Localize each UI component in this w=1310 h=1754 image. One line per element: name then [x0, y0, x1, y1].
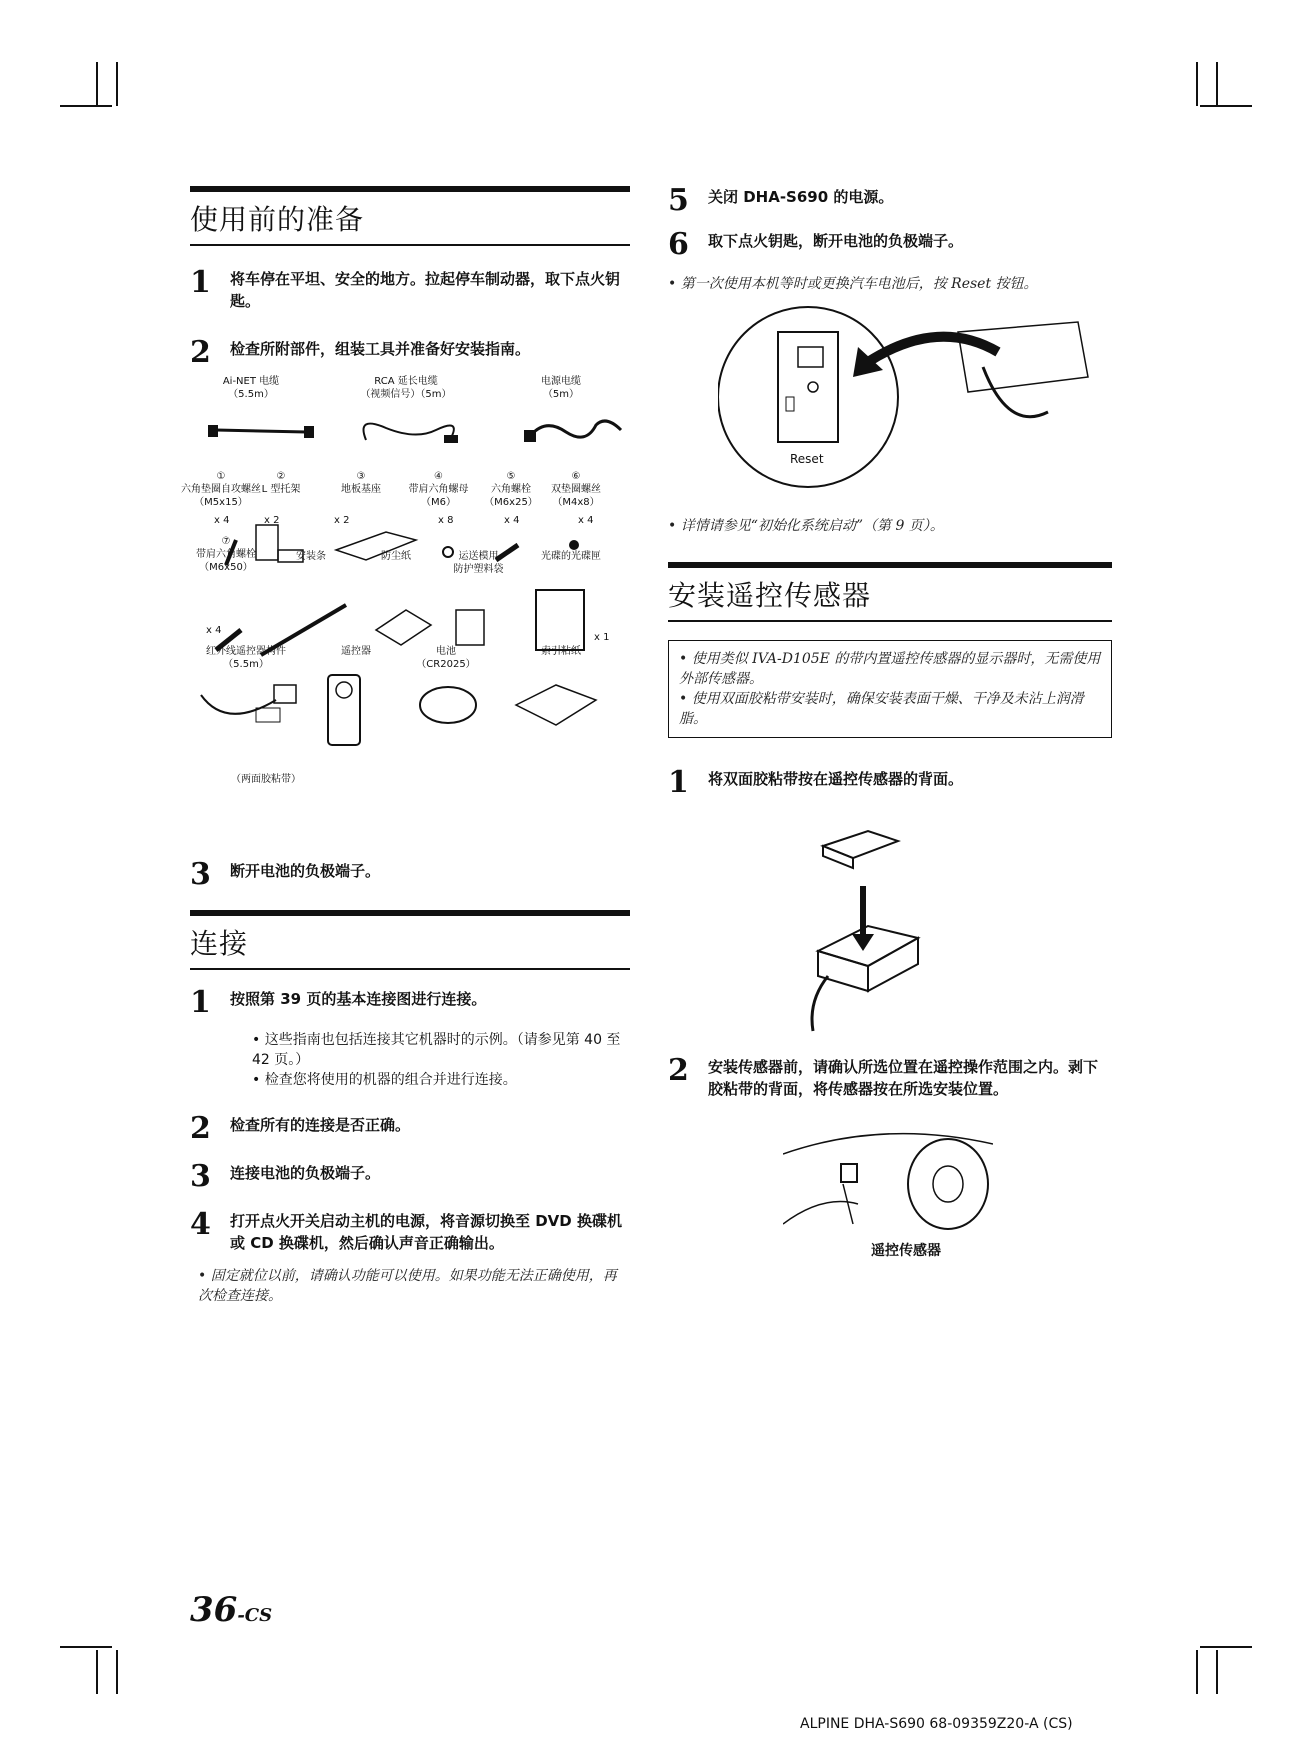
crop-mark [96, 62, 98, 106]
bullet: • 使用类似 IVA-D105E 的带内置遥控传感器的显示器时，无需使用外部传感器。 [679, 651, 1101, 687]
part-label: 红外线遥控器构件 （5.5m） [206, 646, 286, 670]
crop-mark [1200, 105, 1252, 107]
part-label: 安装条 [296, 551, 326, 562]
qty-label: x 4 [206, 625, 222, 636]
sensor-notes-box [668, 640, 1112, 738]
parts-figure [181, 370, 636, 840]
step-text: 检查所有的连接是否正确。 [230, 1116, 411, 1134]
step-text: 将双面胶粘带按在遥控传感器的背面。 [708, 770, 964, 788]
conn-step-2 [190, 1111, 630, 1146]
step-number: 5 [668, 183, 689, 218]
sensor-step-2 [668, 1053, 1112, 1100]
step-text: 按照第 39 页的基本连接图进行连接。 [230, 990, 487, 1008]
qty-label: x 1 [594, 632, 610, 643]
step-text: 断开电池的负极端子。 [230, 862, 381, 880]
conn-step-1 [190, 985, 630, 1020]
step-text: 取下点火钥匙，断开电池的负极端子。 [708, 232, 964, 250]
part-label: ④ 带肩六角螺母 （M6） [408, 471, 469, 508]
remote-kit-drawing [186, 670, 636, 785]
section-title-connection: 连接 [190, 910, 630, 970]
left-column-lower [190, 857, 630, 1306]
step-number: 1 [668, 765, 689, 800]
crop-mark [1196, 62, 1198, 106]
step-number: 6 [668, 227, 689, 262]
conn-bullets [252, 1030, 630, 1090]
reset-label: Reset [790, 452, 824, 466]
step-text: 安装传感器前，请确认所选位置在遥控操作范围之内。剥下胶粘带的背面，将传感器按在所选安装位置。 [708, 1058, 1099, 1098]
qty-label: x 4 [214, 515, 230, 526]
step-text: 检查所附部件，组装工具并准备好安装指南。 [230, 340, 531, 358]
prep-step-1 [190, 265, 630, 312]
sensor-step-1 [668, 765, 1112, 800]
qty-label: x 4 [578, 515, 594, 526]
step-6 [668, 227, 1112, 262]
crop-mark [60, 105, 112, 107]
crop-mark [1196, 1650, 1198, 1694]
remote-kit-note: （两面胶粘带） [231, 774, 301, 785]
step-number: 3 [190, 1159, 211, 1194]
reset-figure [718, 302, 1118, 502]
bullet: • 这些指南也包括连接其它机器时的示例。（请参见第 40 至 42 页。） [252, 1032, 621, 1068]
prep-step-2 [190, 335, 630, 370]
qty-label: x 2 [334, 515, 350, 526]
init-note: • 详情请参见“初始化系统启动”（第 9 页）。 [668, 518, 944, 534]
crop-mark [116, 62, 118, 106]
part-label: ⑥ 双垫圈螺丝 （M4x8） [551, 471, 601, 508]
crop-mark [1216, 62, 1218, 106]
part-label: 光碟的光碟匣 [541, 551, 601, 562]
part-label: ② L 型托架 [261, 471, 301, 495]
crop-mark [1200, 1646, 1252, 1648]
section-title-prep: 使用前的准备 [190, 186, 630, 246]
sensor-label: 遥控传感器 [871, 1243, 941, 1259]
bullet: • 检查您将使用的机器的组合并进行连接。 [252, 1072, 517, 1088]
part-label: 索引粘纸 [541, 646, 581, 657]
step-number: 2 [190, 335, 211, 370]
right-column [668, 183, 1112, 1264]
part-label: ⑤ 六角螺栓 （M6x25） [484, 471, 538, 508]
step-number: 4 [190, 1207, 211, 1242]
section-title-sensor: 安装遥控传感器 [668, 562, 1112, 622]
conn-step-3 [190, 1159, 630, 1194]
part-label: Ai-NET 电缆 （5.5m） [222, 376, 280, 400]
step-text: 关闭 DHA-S690 的电源。 [708, 188, 894, 206]
step-number: 3 [190, 857, 211, 892]
reset-note: • 第一次使用本机等时或更换汽车电池后，按 Reset 按钮。 [668, 276, 1038, 292]
step-number: 1 [190, 265, 211, 300]
part-label: ① 六角垫圈自攻螺丝 （M5x15） [181, 471, 261, 508]
left-column [190, 186, 630, 368]
page-number: 36-CS [190, 1590, 273, 1630]
step-5 [668, 183, 1112, 218]
qty-label: x 4 [504, 515, 520, 526]
part-label: RCA 延长电缆 （视频信号）（5m） [360, 376, 452, 400]
step-number: 1 [190, 985, 211, 1020]
step-text: 将车停在平坦、安全的地方。拉起停车制动器，取下点火钥匙。 [230, 270, 621, 310]
crop-mark [1216, 1650, 1218, 1694]
crop-mark [60, 1646, 112, 1648]
part-label: 运送模用 防护塑料袋 [453, 551, 504, 575]
sensor-location-figure [783, 1124, 993, 1264]
part-label: ③ 地板基座 [341, 471, 381, 495]
step-text: 打开点火开关启动主机的电源，将音源切换至 DVD 换碟机或 CD 换碟机，然后确认声音正确输出。 [230, 1212, 622, 1252]
bullet: • 使用双面胶粘带安装时，确保安装表面干燥、干净及未沾上润滑脂。 [679, 691, 1084, 727]
crop-mark [96, 1650, 98, 1694]
crop-mark [116, 1650, 118, 1694]
part-label: 电池 （CR2025） [416, 646, 476, 670]
part-label: 防尘纸 [381, 551, 411, 562]
model-line: ALPINE DHA-S690 68-09359Z20-A (CS) [800, 1716, 1073, 1732]
conn-note: • 固定就位以前，请确认功能可以使用。如果功能无法正确使用，再次检查连接。 [198, 1268, 617, 1304]
cables-drawing [186, 410, 636, 455]
step-number: 2 [668, 1053, 689, 1088]
sensor-tape-illustration [808, 826, 968, 1036]
step-number: 2 [190, 1111, 211, 1146]
dashboard-illustration [783, 1124, 993, 1234]
conn-step-4 [190, 1207, 630, 1254]
qty-label: x 2 [264, 515, 280, 526]
part-label: ⑦ 带肩六角螺栓 （M6x50） [196, 536, 256, 573]
part-label: 遥控器 [341, 646, 371, 657]
step-text: 连接电池的负极端子。 [230, 1164, 381, 1182]
part-label: 电源电缆 （5m） [541, 376, 581, 400]
reset-illustration [718, 302, 1118, 502]
prep-step-3 [190, 857, 630, 892]
qty-label: x 8 [438, 515, 454, 526]
